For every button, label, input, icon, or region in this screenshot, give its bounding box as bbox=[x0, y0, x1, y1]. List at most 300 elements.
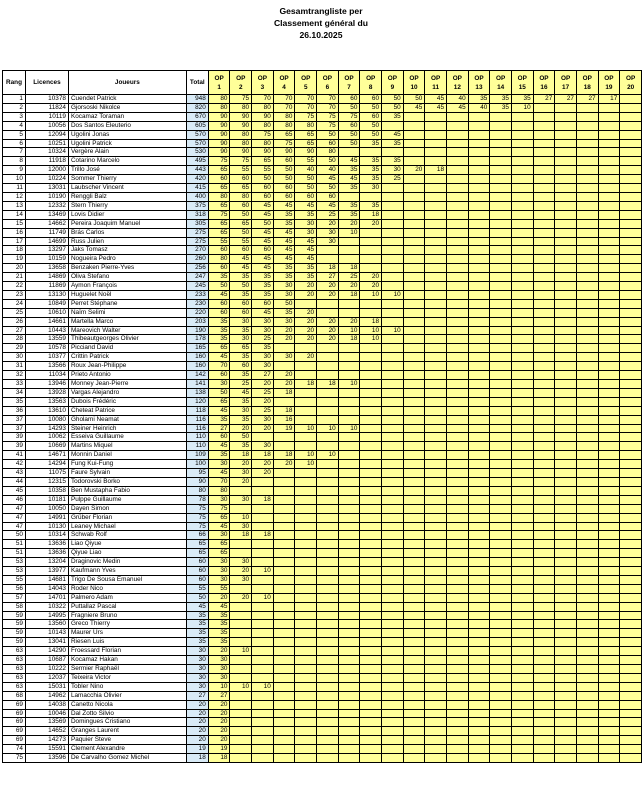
op-cell-1: 45 bbox=[208, 353, 230, 362]
op-cell-7: 60 bbox=[338, 121, 360, 130]
op-cell-10 bbox=[403, 415, 425, 424]
player-cell: Schwab Rolf bbox=[68, 531, 186, 540]
total-cell: 160 bbox=[186, 353, 208, 362]
licence-cell: 13596 bbox=[25, 754, 68, 763]
op-cell-14 bbox=[490, 184, 512, 193]
op-cell-11 bbox=[425, 228, 447, 237]
op-cell-10 bbox=[403, 593, 425, 602]
op-cell-11 bbox=[425, 745, 447, 754]
rank-cell: 29 bbox=[3, 344, 26, 353]
licence-cell: 13130 bbox=[25, 290, 68, 299]
op-cell-2: 20 bbox=[230, 477, 252, 486]
op-cell-15 bbox=[511, 397, 533, 406]
op-cell-10 bbox=[403, 219, 425, 228]
op-cell-6 bbox=[317, 647, 339, 656]
op-cell-9 bbox=[382, 228, 404, 237]
op-cell-8 bbox=[360, 691, 382, 700]
op-cell-18 bbox=[576, 255, 598, 264]
op-cell-20 bbox=[620, 656, 642, 665]
header-op-1: OP 1 bbox=[208, 71, 230, 95]
op-cell-1: 18 bbox=[208, 754, 230, 763]
op-cell-3: 35 bbox=[252, 290, 274, 299]
op-cell-12 bbox=[447, 344, 469, 353]
table-row bbox=[3, 700, 642, 709]
op-cell-9 bbox=[382, 611, 404, 620]
op-cell-17 bbox=[555, 486, 577, 495]
op-cell-5 bbox=[295, 709, 317, 718]
op-cell-17 bbox=[555, 255, 577, 264]
header-op-2: OP 2 bbox=[230, 71, 252, 95]
op-cell-5 bbox=[295, 531, 317, 540]
op-cell-7 bbox=[338, 656, 360, 665]
op-cell-13 bbox=[468, 264, 490, 273]
op-cell-13 bbox=[468, 531, 490, 540]
op-cell-10 bbox=[403, 629, 425, 638]
op-cell-17 bbox=[555, 665, 577, 674]
op-cell-1: 60 bbox=[208, 264, 230, 273]
op-cell-19 bbox=[598, 317, 620, 326]
op-cell-10 bbox=[403, 567, 425, 576]
op-cell-1: 10 bbox=[208, 682, 230, 691]
op-cell-13 bbox=[468, 290, 490, 299]
rank-cell: 34 bbox=[3, 388, 26, 397]
op-cell-2: 30 bbox=[230, 335, 252, 344]
op-cell-13 bbox=[468, 682, 490, 691]
op-cell-20 bbox=[620, 745, 642, 754]
op-cell-16 bbox=[533, 264, 555, 273]
op-cell-8 bbox=[360, 558, 382, 567]
op-cell-19 bbox=[598, 246, 620, 255]
op-cell-13 bbox=[468, 665, 490, 674]
op-cell-20 bbox=[620, 95, 642, 104]
op-cell-7 bbox=[338, 549, 360, 558]
total-cell: 120 bbox=[186, 397, 208, 406]
op-cell-6 bbox=[317, 486, 339, 495]
op-cell-20 bbox=[620, 620, 642, 629]
op-cell-2: 50 bbox=[230, 228, 252, 237]
op-cell-12 bbox=[447, 112, 469, 121]
op-cell-1: 65 bbox=[208, 344, 230, 353]
op-cell-14 bbox=[490, 201, 512, 210]
total-cell: 275 bbox=[186, 228, 208, 237]
total-cell: 27 bbox=[186, 691, 208, 700]
op-cell-17 bbox=[555, 620, 577, 629]
op-cell-15 bbox=[511, 246, 533, 255]
op-cell-18 bbox=[576, 210, 598, 219]
op-cell-7: 10 bbox=[338, 424, 360, 433]
op-cell-9 bbox=[382, 665, 404, 674]
op-cell-11: 45 bbox=[425, 95, 447, 104]
table-row bbox=[3, 397, 642, 406]
op-cell-3 bbox=[252, 665, 274, 674]
op-cell-7: 35 bbox=[338, 166, 360, 175]
op-cell-10: 20 bbox=[403, 166, 425, 175]
op-cell-17 bbox=[555, 388, 577, 397]
op-cell-9 bbox=[382, 451, 404, 460]
total-cell: 160 bbox=[186, 362, 208, 371]
licence-cell: 11075 bbox=[25, 469, 68, 478]
op-cell-4 bbox=[273, 727, 295, 736]
op-cell-6 bbox=[317, 549, 339, 558]
op-cell-5: 80 bbox=[295, 121, 317, 130]
op-cell-19 bbox=[598, 531, 620, 540]
op-cell-6 bbox=[317, 308, 339, 317]
op-cell-7: 35 bbox=[338, 201, 360, 210]
op-cell-4 bbox=[273, 469, 295, 478]
op-cell-13 bbox=[468, 718, 490, 727]
rank-cell: 69 bbox=[3, 700, 26, 709]
op-cell-6 bbox=[317, 745, 339, 754]
op-cell-11 bbox=[425, 469, 447, 478]
op-cell-7 bbox=[338, 638, 360, 647]
op-cell-13 bbox=[468, 522, 490, 531]
op-cell-16 bbox=[533, 424, 555, 433]
op-cell-14 bbox=[490, 495, 512, 504]
table-row bbox=[3, 754, 642, 763]
op-cell-13 bbox=[468, 477, 490, 486]
op-cell-14 bbox=[490, 665, 512, 674]
op-cell-18 bbox=[576, 380, 598, 389]
op-cell-19 bbox=[598, 210, 620, 219]
op-cell-3 bbox=[252, 584, 274, 593]
op-cell-8 bbox=[360, 638, 382, 647]
op-cell-19 bbox=[598, 673, 620, 682]
op-cell-11 bbox=[425, 406, 447, 415]
op-cell-16 bbox=[533, 290, 555, 299]
op-cell-3 bbox=[252, 477, 274, 486]
table-row bbox=[3, 362, 642, 371]
op-cell-6: 45 bbox=[317, 201, 339, 210]
op-cell-13 bbox=[468, 255, 490, 264]
op-cell-1: 50 bbox=[208, 282, 230, 291]
op-cell-17 bbox=[555, 424, 577, 433]
op-cell-7: 50 bbox=[338, 130, 360, 139]
op-cell-20 bbox=[620, 567, 642, 576]
op-cell-17 bbox=[555, 540, 577, 549]
op-cell-18: 27 bbox=[576, 95, 598, 104]
op-cell-16 bbox=[533, 682, 555, 691]
op-cell-1: 90 bbox=[208, 121, 230, 130]
op-cell-2: 35 bbox=[230, 397, 252, 406]
op-cell-15: 35 bbox=[511, 95, 533, 104]
op-cell-3: 25 bbox=[252, 406, 274, 415]
player-cell: Monney Jean-Pierre bbox=[68, 380, 186, 389]
total-cell: 116 bbox=[186, 424, 208, 433]
table-row bbox=[3, 495, 642, 504]
op-cell-12 bbox=[447, 745, 469, 754]
op-cell-19 bbox=[598, 148, 620, 157]
op-cell-17 bbox=[555, 237, 577, 246]
op-cell-3: 20 bbox=[252, 424, 274, 433]
rank-cell: 59 bbox=[3, 629, 26, 638]
rank-cell: 59 bbox=[3, 611, 26, 620]
total-cell: 420 bbox=[186, 175, 208, 184]
op-cell-13 bbox=[468, 709, 490, 718]
op-cell-8 bbox=[360, 513, 382, 522]
op-cell-18 bbox=[576, 121, 598, 130]
op-cell-16 bbox=[533, 148, 555, 157]
op-cell-15 bbox=[511, 139, 533, 148]
op-cell-11 bbox=[425, 139, 447, 148]
op-cell-20 bbox=[620, 593, 642, 602]
op-cell-13 bbox=[468, 745, 490, 754]
rank-cell: 12 bbox=[3, 192, 26, 201]
op-cell-16 bbox=[533, 665, 555, 674]
op-cell-20 bbox=[620, 602, 642, 611]
op-cell-19 bbox=[598, 513, 620, 522]
op-cell-11 bbox=[425, 709, 447, 718]
op-cell-18 bbox=[576, 371, 598, 380]
op-cell-2: 35 bbox=[230, 415, 252, 424]
op-cell-16 bbox=[533, 656, 555, 665]
op-cell-13 bbox=[468, 112, 490, 121]
op-cell-5 bbox=[295, 567, 317, 576]
op-cell-5 bbox=[295, 665, 317, 674]
op-cell-4: 70 bbox=[273, 95, 295, 104]
op-cell-8: 20 bbox=[360, 219, 382, 228]
op-cell-7: 20 bbox=[338, 219, 360, 228]
op-cell-1: 20 bbox=[208, 700, 230, 709]
op-cell-14 bbox=[490, 531, 512, 540]
op-cell-11 bbox=[425, 629, 447, 638]
op-cell-18 bbox=[576, 308, 598, 317]
op-cell-16 bbox=[533, 166, 555, 175]
op-cell-12 bbox=[447, 184, 469, 193]
op-cell-3 bbox=[252, 647, 274, 656]
op-cell-14 bbox=[490, 629, 512, 638]
table-row bbox=[3, 201, 642, 210]
op-cell-11 bbox=[425, 754, 447, 763]
op-cell-10 bbox=[403, 397, 425, 406]
op-cell-1: 30 bbox=[208, 380, 230, 389]
op-cell-15 bbox=[511, 558, 533, 567]
op-cell-1: 65 bbox=[208, 166, 230, 175]
op-cell-15 bbox=[511, 290, 533, 299]
op-cell-7: 50 bbox=[338, 103, 360, 112]
total-cell: 118 bbox=[186, 406, 208, 415]
op-cell-16 bbox=[533, 415, 555, 424]
op-cell-5: 45 bbox=[295, 246, 317, 255]
op-cell-2: 75 bbox=[230, 157, 252, 166]
op-cell-19 bbox=[598, 442, 620, 451]
player-cell: Qiyue Liao bbox=[68, 549, 186, 558]
op-cell-7 bbox=[338, 620, 360, 629]
op-cell-1: 30 bbox=[208, 575, 230, 584]
op-cell-13 bbox=[468, 388, 490, 397]
licence-cell: 14699 bbox=[25, 237, 68, 246]
op-cell-3: 70 bbox=[252, 95, 274, 104]
op-cell-13 bbox=[468, 549, 490, 558]
op-cell-11 bbox=[425, 237, 447, 246]
op-cell-13 bbox=[468, 691, 490, 700]
op-cell-19 bbox=[598, 397, 620, 406]
op-cell-12 bbox=[447, 362, 469, 371]
op-cell-2: 60 bbox=[230, 299, 252, 308]
op-cell-5 bbox=[295, 299, 317, 308]
table-row bbox=[3, 718, 642, 727]
op-cell-1: 20 bbox=[208, 647, 230, 656]
op-cell-14 bbox=[490, 469, 512, 478]
op-cell-15 bbox=[511, 682, 533, 691]
op-cell-6 bbox=[317, 593, 339, 602]
op-cell-16 bbox=[533, 727, 555, 736]
op-cell-4: 35 bbox=[273, 308, 295, 317]
player-cell: Picciand David bbox=[68, 344, 186, 353]
op-cell-2: 50 bbox=[230, 433, 252, 442]
op-cell-8 bbox=[360, 148, 382, 157]
licence-cell: 10849 bbox=[25, 299, 68, 308]
total-cell: 20 bbox=[186, 709, 208, 718]
op-cell-18 bbox=[576, 656, 598, 665]
op-cell-4 bbox=[273, 629, 295, 638]
op-cell-4: 50 bbox=[273, 175, 295, 184]
op-cell-20 bbox=[620, 335, 642, 344]
op-cell-5 bbox=[295, 611, 317, 620]
op-cell-10 bbox=[403, 682, 425, 691]
op-cell-15 bbox=[511, 638, 533, 647]
op-cell-16 bbox=[533, 175, 555, 184]
op-cell-11 bbox=[425, 682, 447, 691]
op-cell-18 bbox=[576, 388, 598, 397]
op-cell-6: 60 bbox=[317, 139, 339, 148]
op-cell-12 bbox=[447, 166, 469, 175]
op-cell-6 bbox=[317, 611, 339, 620]
op-cell-16 bbox=[533, 335, 555, 344]
op-cell-5 bbox=[295, 575, 317, 584]
op-cell-18 bbox=[576, 558, 598, 567]
op-cell-17: 27 bbox=[555, 95, 577, 104]
op-cell-13 bbox=[468, 326, 490, 335]
rank-cell: 39 bbox=[3, 442, 26, 451]
op-cell-2: 30 bbox=[230, 406, 252, 415]
op-cell-14 bbox=[490, 299, 512, 308]
op-cell-11 bbox=[425, 344, 447, 353]
op-cell-7 bbox=[338, 255, 360, 264]
op-cell-10 bbox=[403, 424, 425, 433]
op-cell-17 bbox=[555, 673, 577, 682]
op-cell-4 bbox=[273, 691, 295, 700]
op-cell-1: 35 bbox=[208, 620, 230, 629]
op-cell-19 bbox=[598, 691, 620, 700]
header-op-20: OP 20 bbox=[620, 71, 642, 95]
op-cell-14 bbox=[490, 228, 512, 237]
op-cell-14 bbox=[490, 273, 512, 282]
op-cell-14 bbox=[490, 317, 512, 326]
op-cell-15 bbox=[511, 380, 533, 389]
header-op-5: OP 5 bbox=[295, 71, 317, 95]
op-cell-1: 75 bbox=[208, 504, 230, 513]
op-cell-11 bbox=[425, 282, 447, 291]
player-cell: Renggli Balz bbox=[68, 192, 186, 201]
op-cell-12 bbox=[447, 308, 469, 317]
table-row bbox=[3, 540, 642, 549]
op-cell-10 bbox=[403, 647, 425, 656]
rank-cell: 45 bbox=[3, 486, 26, 495]
op-cell-17 bbox=[555, 629, 577, 638]
op-cell-18 bbox=[576, 237, 598, 246]
licence-cell: 12315 bbox=[25, 477, 68, 486]
op-cell-20 bbox=[620, 326, 642, 335]
rank-cell: 33 bbox=[3, 380, 26, 389]
op-cell-4: 30 bbox=[273, 317, 295, 326]
op-cell-3 bbox=[252, 602, 274, 611]
op-cell-19 bbox=[598, 504, 620, 513]
op-cell-11 bbox=[425, 192, 447, 201]
op-cell-6 bbox=[317, 673, 339, 682]
op-cell-6 bbox=[317, 397, 339, 406]
op-cell-18 bbox=[576, 228, 598, 237]
op-cell-9 bbox=[382, 415, 404, 424]
header-op-8: OP 8 bbox=[360, 71, 382, 95]
op-cell-11 bbox=[425, 575, 447, 584]
op-cell-15 bbox=[511, 620, 533, 629]
rank-cell: 24 bbox=[3, 299, 26, 308]
op-cell-10 bbox=[403, 549, 425, 558]
op-cell-6: 50 bbox=[317, 184, 339, 193]
op-cell-2 bbox=[230, 754, 252, 763]
op-cell-7 bbox=[338, 584, 360, 593]
op-cell-14 bbox=[490, 620, 512, 629]
op-cell-5: 75 bbox=[295, 112, 317, 121]
op-cell-17 bbox=[555, 326, 577, 335]
op-cell-18 bbox=[576, 406, 598, 415]
op-cell-20 bbox=[620, 255, 642, 264]
op-cell-1: 60 bbox=[208, 433, 230, 442]
op-cell-8 bbox=[360, 531, 382, 540]
op-cell-8 bbox=[360, 246, 382, 255]
op-cell-11 bbox=[425, 175, 447, 184]
op-cell-14 bbox=[490, 602, 512, 611]
op-cell-17 bbox=[555, 522, 577, 531]
op-cell-12 bbox=[447, 290, 469, 299]
total-cell: 20 bbox=[186, 700, 208, 709]
op-cell-16 bbox=[533, 549, 555, 558]
op-cell-11 bbox=[425, 397, 447, 406]
licence-cell: 10578 bbox=[25, 344, 68, 353]
op-cell-2: 20 bbox=[230, 567, 252, 576]
op-cell-15 bbox=[511, 424, 533, 433]
table-row bbox=[3, 442, 642, 451]
op-cell-4: 50 bbox=[273, 166, 295, 175]
op-cell-17 bbox=[555, 130, 577, 139]
op-cell-2 bbox=[230, 540, 252, 549]
op-cell-17 bbox=[555, 184, 577, 193]
table-row bbox=[3, 504, 642, 513]
rank-cell: 50 bbox=[3, 531, 26, 540]
licence-cell: 14671 bbox=[25, 451, 68, 460]
op-cell-12 bbox=[447, 246, 469, 255]
op-cell-19 bbox=[598, 201, 620, 210]
op-cell-6 bbox=[317, 442, 339, 451]
op-cell-6 bbox=[317, 567, 339, 576]
total-cell: 20 bbox=[186, 736, 208, 745]
op-cell-2: 80 bbox=[230, 103, 252, 112]
op-cell-16 bbox=[533, 201, 555, 210]
rank-cell: 16 bbox=[3, 228, 26, 237]
licence-cell: 14043 bbox=[25, 584, 68, 593]
op-cell-8 bbox=[360, 299, 382, 308]
op-cell-5: 45 bbox=[295, 201, 317, 210]
op-cell-8 bbox=[360, 353, 382, 362]
op-cell-4 bbox=[273, 486, 295, 495]
op-cell-14 bbox=[490, 380, 512, 389]
player-cell: Cheteat Patrice bbox=[68, 406, 186, 415]
op-cell-12 bbox=[447, 656, 469, 665]
op-cell-1: 20 bbox=[208, 727, 230, 736]
op-cell-9: 45 bbox=[382, 130, 404, 139]
op-cell-13 bbox=[468, 629, 490, 638]
op-cell-7 bbox=[338, 362, 360, 371]
